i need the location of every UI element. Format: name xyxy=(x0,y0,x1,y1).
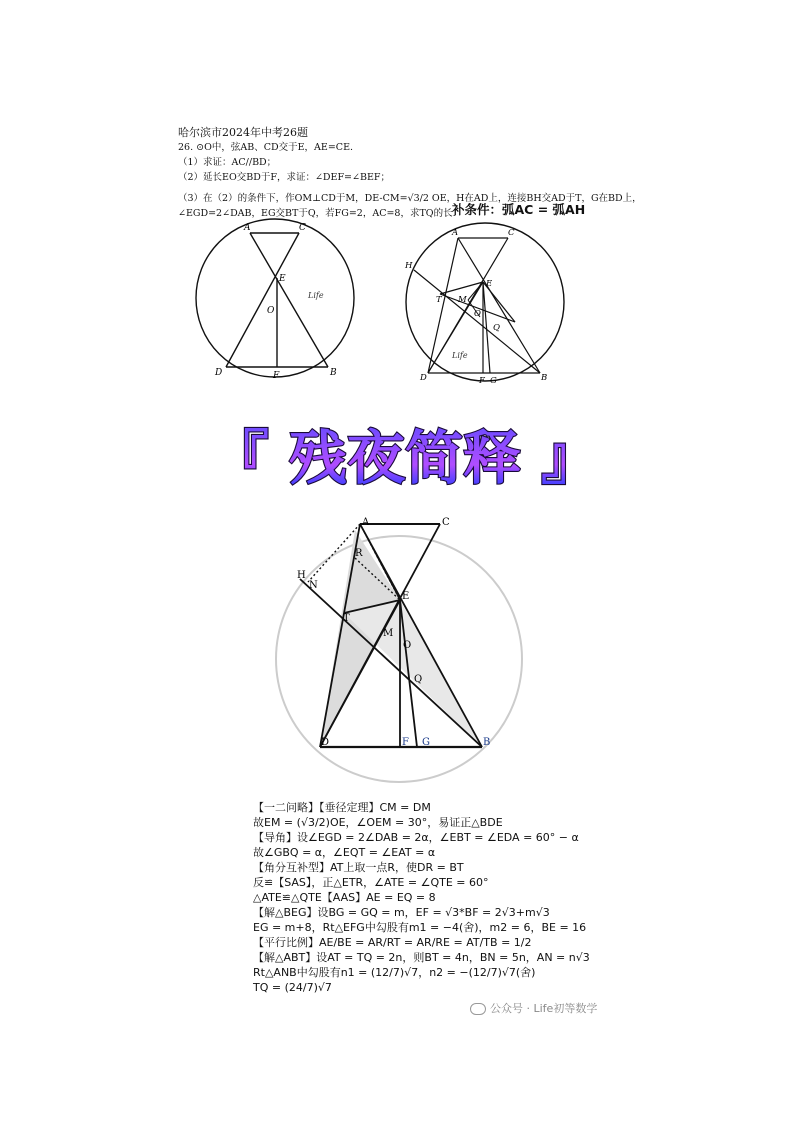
label-g: G xyxy=(422,737,430,748)
solution-line: TQ = (24/7)√7 xyxy=(253,981,332,994)
label-h: H xyxy=(405,261,413,271)
label-a: A xyxy=(452,228,459,238)
problem-line: 26. ⊙O中，弦AB、CD交于E，AE=CE. xyxy=(178,142,354,153)
label-b: B xyxy=(541,373,548,383)
label-a: A xyxy=(362,517,370,528)
watermark-text: 公众号 · Life初等数学 xyxy=(490,1002,598,1015)
problem-line: （2）延长EO交BD于F，求证：∠DEF=∠BEF； xyxy=(178,172,390,183)
label-q: Q xyxy=(414,674,423,685)
solution-line: 故∠GBQ = α，∠EQT = ∠EAT = α xyxy=(253,846,436,859)
label-c: C xyxy=(442,517,450,528)
label-o: O xyxy=(403,640,412,651)
label-o: O xyxy=(474,309,481,319)
label-c: C xyxy=(508,228,515,238)
label-e: E xyxy=(486,279,493,289)
label-n: N xyxy=(309,580,318,591)
figure-watermark: Life xyxy=(308,291,324,300)
label-f: F xyxy=(402,737,409,748)
label-t: T xyxy=(436,295,442,305)
label-c: C xyxy=(299,223,306,233)
label-m: M xyxy=(383,628,394,639)
label-h: H xyxy=(297,570,306,581)
solution-line: Rt△ANB中勾股有n1 = (12/7)√7，n2 = −(12/7)√7(舍) xyxy=(253,966,536,979)
label-d: D xyxy=(215,368,223,378)
solution-line: 【平行比例】AE/BE = AR/RT = AR/RE = AT/TB = 1/2 xyxy=(253,936,532,949)
label-b: B xyxy=(330,368,337,378)
label-e: E xyxy=(279,274,286,284)
problem-line: （3）在（2）的条件下，作OM⊥CD于M，DE-CM=√3/2 OE，H在AD上，连接BH交AD于T，G在BD上， xyxy=(178,193,642,204)
figure-3 xyxy=(272,510,527,785)
problem-title: 哈尔滨市2024年中考26题 xyxy=(178,126,308,139)
label-q: Q xyxy=(493,323,500,333)
label-g: G xyxy=(490,376,497,386)
solution-line: 【导角】设∠EGD = 2∠DAB = 2α，∠EBT = ∠EDA = 60° − α xyxy=(253,831,579,844)
label-e: E xyxy=(402,591,410,602)
solution-line: 【一二问略】【垂径定理】CM = DM xyxy=(253,801,431,814)
solution-line: 故EM = (√3/2)OE，∠OEM = 30°，易证正△BDE xyxy=(253,816,503,829)
solution-line: △ATE≌△QTE【AAS】AE = EQ = 8 xyxy=(253,891,436,904)
label-a: A xyxy=(244,223,251,233)
banner-title: 『 残夜简释 』 xyxy=(210,424,600,492)
label-f: F xyxy=(479,376,485,386)
solution-line: 【角分互补型】AT上取一点R，使DR = BT xyxy=(253,861,464,874)
solution-text xyxy=(253,800,673,995)
problem-line: ∠EGD=2∠DAB，EG交BT于Q，若FG=2，AC=8，求TQ的长. xyxy=(178,208,456,219)
figure-1 xyxy=(190,215,370,385)
figure-2 xyxy=(400,222,570,387)
account-watermark xyxy=(470,1000,597,1016)
figure-watermark: Life xyxy=(452,351,468,360)
solution-line: 【解△BEG】设BG = GQ = m，EF = √3*BF = 2√3+m√3 xyxy=(253,906,550,919)
solution-line: 【解△ABT】设AT = TQ = 2n，则BT = 4n，BN = 5n，AN = n√3 xyxy=(253,951,590,964)
label-f: F xyxy=(273,371,280,381)
wechat-icon xyxy=(470,1003,486,1015)
label-d: D xyxy=(321,737,330,748)
label-m: M xyxy=(458,295,467,305)
label-o: O xyxy=(267,306,275,316)
solution-line: 反≌【SAS】，正△ETR，∠ATE = ∠QTE = 60° xyxy=(253,876,489,889)
label-d: D xyxy=(420,373,427,383)
supplementary-condition: 补条件：弧AC = 弧AH xyxy=(452,202,586,217)
banner xyxy=(195,418,615,498)
problem-line: （1）求证：AC//BD； xyxy=(178,157,277,168)
solution-line: EG = m+8，Rt△EFG中勾股有m1 = −4(舍)，m2 = 6，BE = 16 xyxy=(253,921,587,934)
label-b: B xyxy=(483,737,491,748)
label-t: T xyxy=(343,613,350,624)
label-r: R xyxy=(355,548,363,559)
